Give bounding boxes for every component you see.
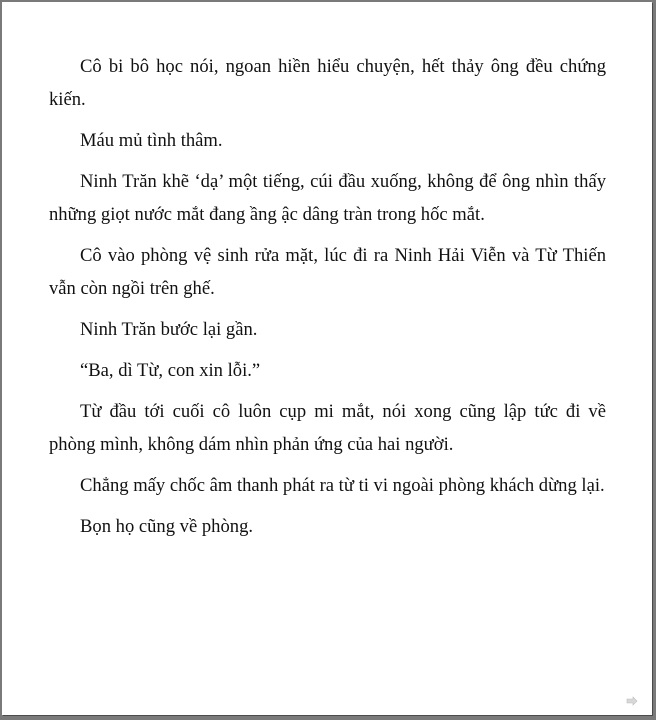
- paragraph-1: Cô bi bô học nói, ngoan hiền hiểu chuyện, hết thảy ông đều chứng kiến.: [49, 56, 606, 110]
- paragraph-6: “Ba, dì Từ, con xin lỗi.”: [80, 360, 261, 381]
- paragraph-8: Chẳng mấy chốc âm thanh phát ra từ ti vi ngoài phòng khách dừng lại.: [80, 475, 605, 496]
- paragraph-3: Ninh Trăn khẽ ‘dạ’ một tiếng, cúi đầu xuống, không để ông nhìn thấy những giọt nước mắt đang ầng ậc dâng tràn trong hốc mắt.: [49, 171, 606, 225]
- page-text: [49, 50, 606, 551]
- paragraph-9: Bọn họ cũng về phòng.: [80, 516, 254, 537]
- page-corner-arrow-icon: [626, 696, 638, 706]
- paragraph-4: Cô vào phòng vệ sinh rửa mặt, lúc đi ra Ninh Hải Viễn và Từ Thiến vẫn còn ngồi trên ghế.: [49, 245, 606, 299]
- paragraph-5: Ninh Trăn bước lại gần.: [80, 319, 258, 340]
- document-page: [2, 2, 652, 715]
- paragraph-7: Từ đầu tới cuối cô luôn cụp mi mắt, nói xong cũng lập tức đi về phòng mình, không dám nhìn phản ứng của hai người.: [49, 401, 606, 455]
- paragraph-2: Máu mủ tình thâm.: [80, 130, 223, 151]
